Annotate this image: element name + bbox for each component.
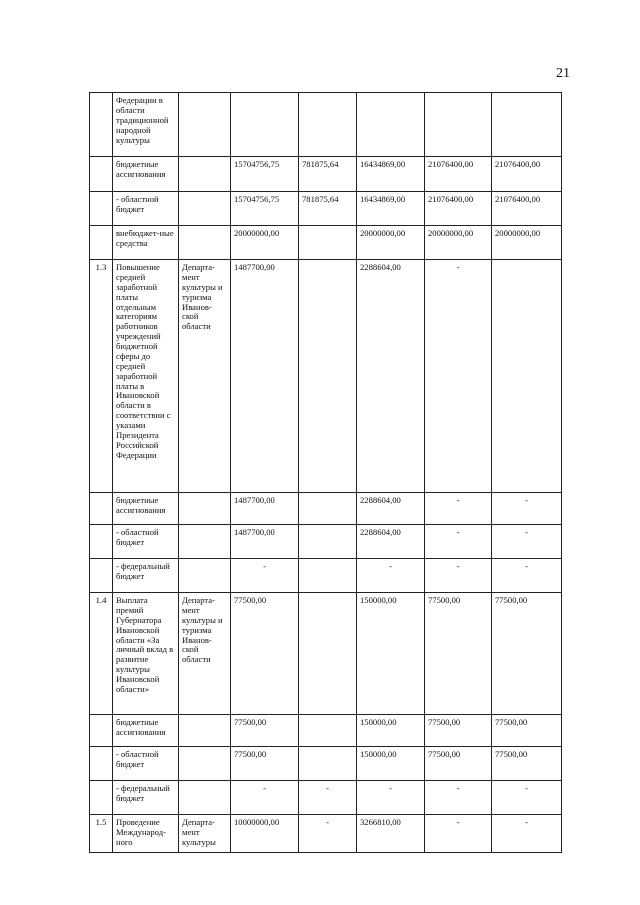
value-cell: - <box>299 781 357 815</box>
row-executor <box>179 493 231 525</box>
value-cell: 77500,00 <box>492 747 562 781</box>
value-cell: 2288604,00 <box>357 493 425 525</box>
value-cell: - <box>357 559 425 593</box>
table-row <box>90 226 562 260</box>
table-row <box>90 747 562 781</box>
table-row <box>90 781 562 815</box>
value-cell: 21076400,00 <box>492 192 562 226</box>
row-name: - областной бюджет <box>113 192 179 226</box>
value-cell: 1487700,00 <box>231 525 299 559</box>
value-cell <box>492 93 562 157</box>
value-cell: 77500,00 <box>425 593 492 715</box>
row-executor <box>179 747 231 781</box>
table-row <box>90 93 562 157</box>
budget-table <box>89 92 562 853</box>
table-row <box>90 593 562 715</box>
value-cell: - <box>231 781 299 815</box>
row-name: бюджетные ассигнования <box>113 715 179 747</box>
value-cell: 77500,00 <box>425 747 492 781</box>
value-cell <box>299 493 357 525</box>
value-cell: 21076400,00 <box>425 192 492 226</box>
page-number: 21 <box>556 66 570 81</box>
value-cell <box>357 93 425 157</box>
row-executor <box>179 525 231 559</box>
row-index <box>90 781 113 815</box>
value-cell: 20000000,00 <box>357 226 425 260</box>
value-cell: - <box>357 781 425 815</box>
value-cell: - <box>492 815 562 853</box>
table-row <box>90 493 562 525</box>
table-row <box>90 192 562 226</box>
value-cell: 15704756,75 <box>231 192 299 226</box>
value-cell: 2288604,00 <box>357 260 425 493</box>
row-executor <box>179 559 231 593</box>
value-cell <box>299 593 357 715</box>
row-index: 1.5 <box>90 815 113 853</box>
table-row <box>90 260 562 493</box>
value-cell: 1487700,00 <box>231 493 299 525</box>
value-cell: 20000000,00 <box>492 226 562 260</box>
row-index <box>90 525 113 559</box>
row-index <box>90 559 113 593</box>
row-index <box>90 715 113 747</box>
row-executor <box>179 93 231 157</box>
value-cell <box>425 93 492 157</box>
table-row <box>90 157 562 192</box>
table-row <box>90 559 562 593</box>
row-name: бюджетные ассигнования <box>113 493 179 525</box>
value-cell: 150000,00 <box>357 747 425 781</box>
row-name: - областной бюджет <box>113 525 179 559</box>
value-cell: 77500,00 <box>492 593 562 715</box>
value-cell: - <box>492 493 562 525</box>
row-name: - областной бюджет <box>113 747 179 781</box>
table-row <box>90 815 562 853</box>
value-cell <box>299 747 357 781</box>
value-cell: 21076400,00 <box>425 157 492 192</box>
value-cell: - <box>425 525 492 559</box>
row-name: Проведение Международ-ного <box>113 815 179 853</box>
row-name: - федеральный бюджет <box>113 781 179 815</box>
row-index: 1.4 <box>90 593 113 715</box>
value-cell: 77500,00 <box>231 747 299 781</box>
value-cell: 1487700,00 <box>231 260 299 493</box>
value-cell <box>231 93 299 157</box>
value-cell: 20000000,00 <box>425 226 492 260</box>
value-cell: 77500,00 <box>231 715 299 747</box>
value-cell: - <box>492 781 562 815</box>
value-cell <box>299 715 357 747</box>
value-cell <box>492 260 562 493</box>
row-executor <box>179 157 231 192</box>
value-cell: 20000000,00 <box>231 226 299 260</box>
value-cell: 77500,00 <box>425 715 492 747</box>
row-executor: Департа-мент культуры <box>179 815 231 853</box>
row-executor <box>179 781 231 815</box>
row-executor <box>179 715 231 747</box>
value-cell: 15704756,75 <box>231 157 299 192</box>
row-name: Федерации в области традиционной народной культуры <box>113 93 179 157</box>
row-name: внебюджет-ные средства <box>113 226 179 260</box>
row-executor: Департа-мент культуры и туризма Иванов-ской области <box>179 593 231 715</box>
value-cell: - <box>425 815 492 853</box>
value-cell: 10000000,00 <box>231 815 299 853</box>
row-index <box>90 192 113 226</box>
row-index <box>90 493 113 525</box>
value-cell: - <box>425 559 492 593</box>
value-cell: - <box>425 260 492 493</box>
table-row <box>90 525 562 559</box>
value-cell: 77500,00 <box>231 593 299 715</box>
row-index: 1.3 <box>90 260 113 493</box>
row-index <box>90 93 113 157</box>
row-index <box>90 747 113 781</box>
value-cell: 3266810,00 <box>357 815 425 853</box>
row-name: бюджетные ассигнования <box>113 157 179 192</box>
value-cell: 77500,00 <box>492 715 562 747</box>
value-cell: - <box>299 815 357 853</box>
value-cell <box>299 525 357 559</box>
row-executor <box>179 192 231 226</box>
value-cell: - <box>492 525 562 559</box>
row-name: - федеральный бюджет <box>113 559 179 593</box>
value-cell: 781875,64 <box>299 192 357 226</box>
row-executor <box>179 226 231 260</box>
value-cell: - <box>425 781 492 815</box>
value-cell: 21076400,00 <box>492 157 562 192</box>
value-cell <box>299 559 357 593</box>
row-name: Повышение средней заработной платы отдельным категориям работников учреждений бюджетной сферы до средней заработной платы в Ивановской области в соответствии с указами Президента Российской Федерации <box>113 260 179 493</box>
row-index <box>90 157 113 192</box>
row-index <box>90 226 113 260</box>
value-cell: - <box>231 559 299 593</box>
value-cell: 781875,64 <box>299 157 357 192</box>
value-cell: - <box>492 559 562 593</box>
value-cell: 16434869,00 <box>357 157 425 192</box>
value-cell: 16434869,00 <box>357 192 425 226</box>
value-cell: 2288604,00 <box>357 525 425 559</box>
row-executor: Департа-мент культуры и туризма Иванов-ской области <box>179 260 231 493</box>
value-cell: 150000,00 <box>357 715 425 747</box>
value-cell <box>299 226 357 260</box>
table-row <box>90 715 562 747</box>
value-cell <box>299 260 357 493</box>
value-cell: - <box>425 493 492 525</box>
value-cell: 150000,00 <box>357 593 425 715</box>
value-cell <box>299 93 357 157</box>
row-name: Выплата премий Губернатора Ивановской области «За личный вклад в развитие культуры Ивановской области» <box>113 593 179 715</box>
